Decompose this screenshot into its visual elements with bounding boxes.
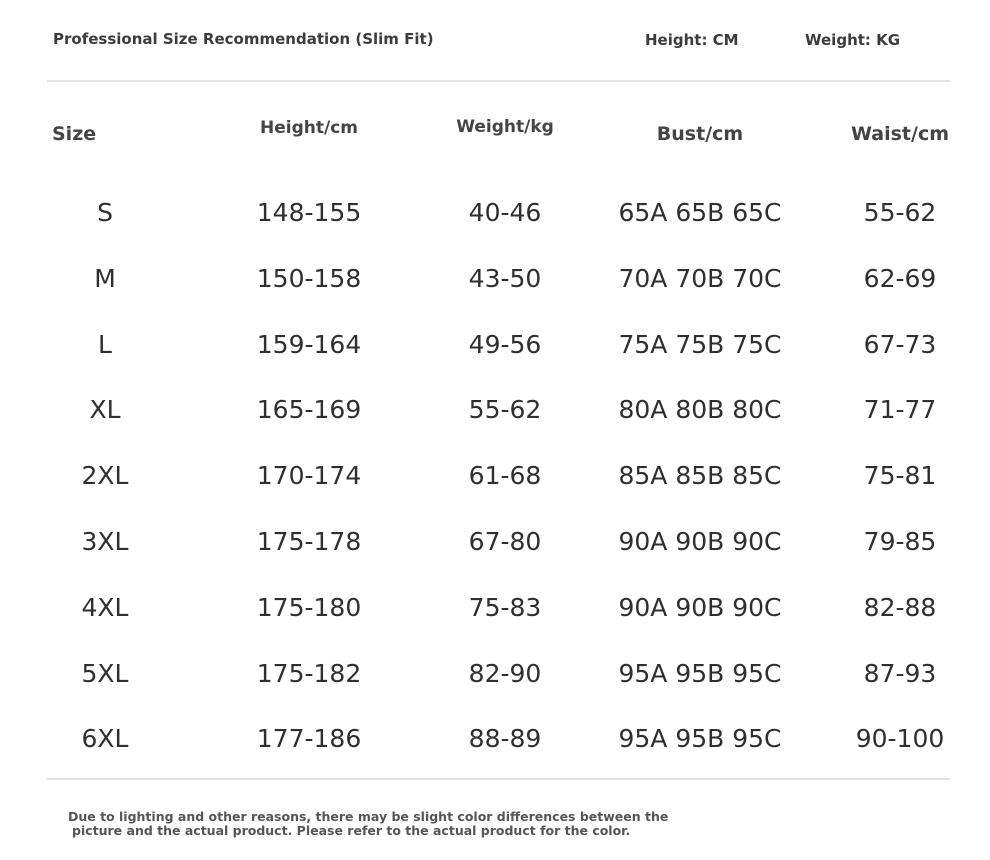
size-cell: 6XL — [81, 724, 129, 753]
size-cell: 5XL — [81, 659, 129, 688]
weight-cell: 49-56 — [468, 330, 542, 359]
weight-cell: 67-80 — [468, 527, 542, 556]
size-cell: XL — [89, 395, 121, 424]
waist-cell: 71-77 — [863, 395, 937, 424]
weight-cell: 43-50 — [468, 264, 542, 293]
size-cell: S — [97, 198, 113, 227]
footnote — [68, 810, 668, 838]
footnote-line-1: Due to lighting and other reasons, there may be slight color differences between the — [68, 809, 669, 824]
height-cell: 148-155 — [256, 198, 362, 227]
weight-unit-label: Weight: KG — [805, 31, 901, 49]
bust-cell: 70A 70B 70C — [618, 264, 782, 293]
weight-cell: 88-89 — [468, 724, 542, 753]
bust-cell: 80A 80B 80C — [618, 395, 782, 424]
weight-cell: 40-46 — [468, 198, 542, 227]
waist-cell: 75-81 — [863, 461, 937, 490]
waist-cell: 62-69 — [863, 264, 937, 293]
height-cell: 170-174 — [256, 461, 362, 490]
bust-cell: 95A 95B 95C — [618, 659, 782, 688]
size-cell: L — [98, 330, 112, 359]
height-cell: 175-180 — [256, 593, 362, 622]
bust-cell: 90A 90B 90C — [618, 593, 782, 622]
col-header-size: Size — [52, 123, 97, 145]
weight-cell: 82-90 — [468, 659, 542, 688]
footnote-line-2: picture and the actual product. Please refer to the actual product for the color. — [72, 823, 631, 838]
height-cell: 159-164 — [256, 330, 362, 359]
waist-cell: 79-85 — [863, 527, 937, 556]
height-cell: 175-182 — [256, 659, 362, 688]
height-cell: 175-178 — [256, 527, 362, 556]
top-divider — [47, 80, 950, 82]
col-header-bust: Bust/cm — [656, 123, 744, 145]
weight-cell: 55-62 — [468, 395, 542, 424]
waist-cell: 67-73 — [863, 330, 937, 359]
weight-cell: 75-83 — [468, 593, 542, 622]
bust-cell: 90A 90B 90C — [618, 527, 782, 556]
size-cell: 4XL — [81, 593, 129, 622]
col-header-height: Height/cm — [260, 118, 358, 138]
waist-cell: 82-88 — [863, 593, 937, 622]
col-header-waist: Waist/cm — [850, 123, 950, 145]
bust-cell: 85A 85B 85C — [618, 461, 782, 490]
waist-cell: 87-93 — [863, 659, 937, 688]
height-cell: 165-169 — [256, 395, 362, 424]
bust-cell: 65A 65B 65C — [618, 198, 782, 227]
size-cell: M — [94, 264, 116, 293]
weight-cell: 61-68 — [468, 461, 542, 490]
chart-header — [0, 0, 990, 80]
waist-cell: 55-62 — [863, 198, 937, 227]
bust-cell: 95A 95B 95C — [618, 724, 782, 753]
size-cell: 2XL — [81, 461, 129, 490]
bust-cell: 75A 75B 75C — [618, 330, 782, 359]
waist-cell: 90-100 — [855, 724, 945, 753]
col-header-weight: Weight/kg — [456, 117, 554, 137]
height-cell: 150-158 — [256, 264, 362, 293]
chart-title: Professional Size Recommendation (Slim Fit) — [53, 30, 434, 48]
bottom-divider — [47, 778, 950, 780]
height-unit-label: Height: CM — [645, 31, 739, 49]
height-cell: 177-186 — [256, 724, 362, 753]
size-cell: 3XL — [81, 527, 129, 556]
